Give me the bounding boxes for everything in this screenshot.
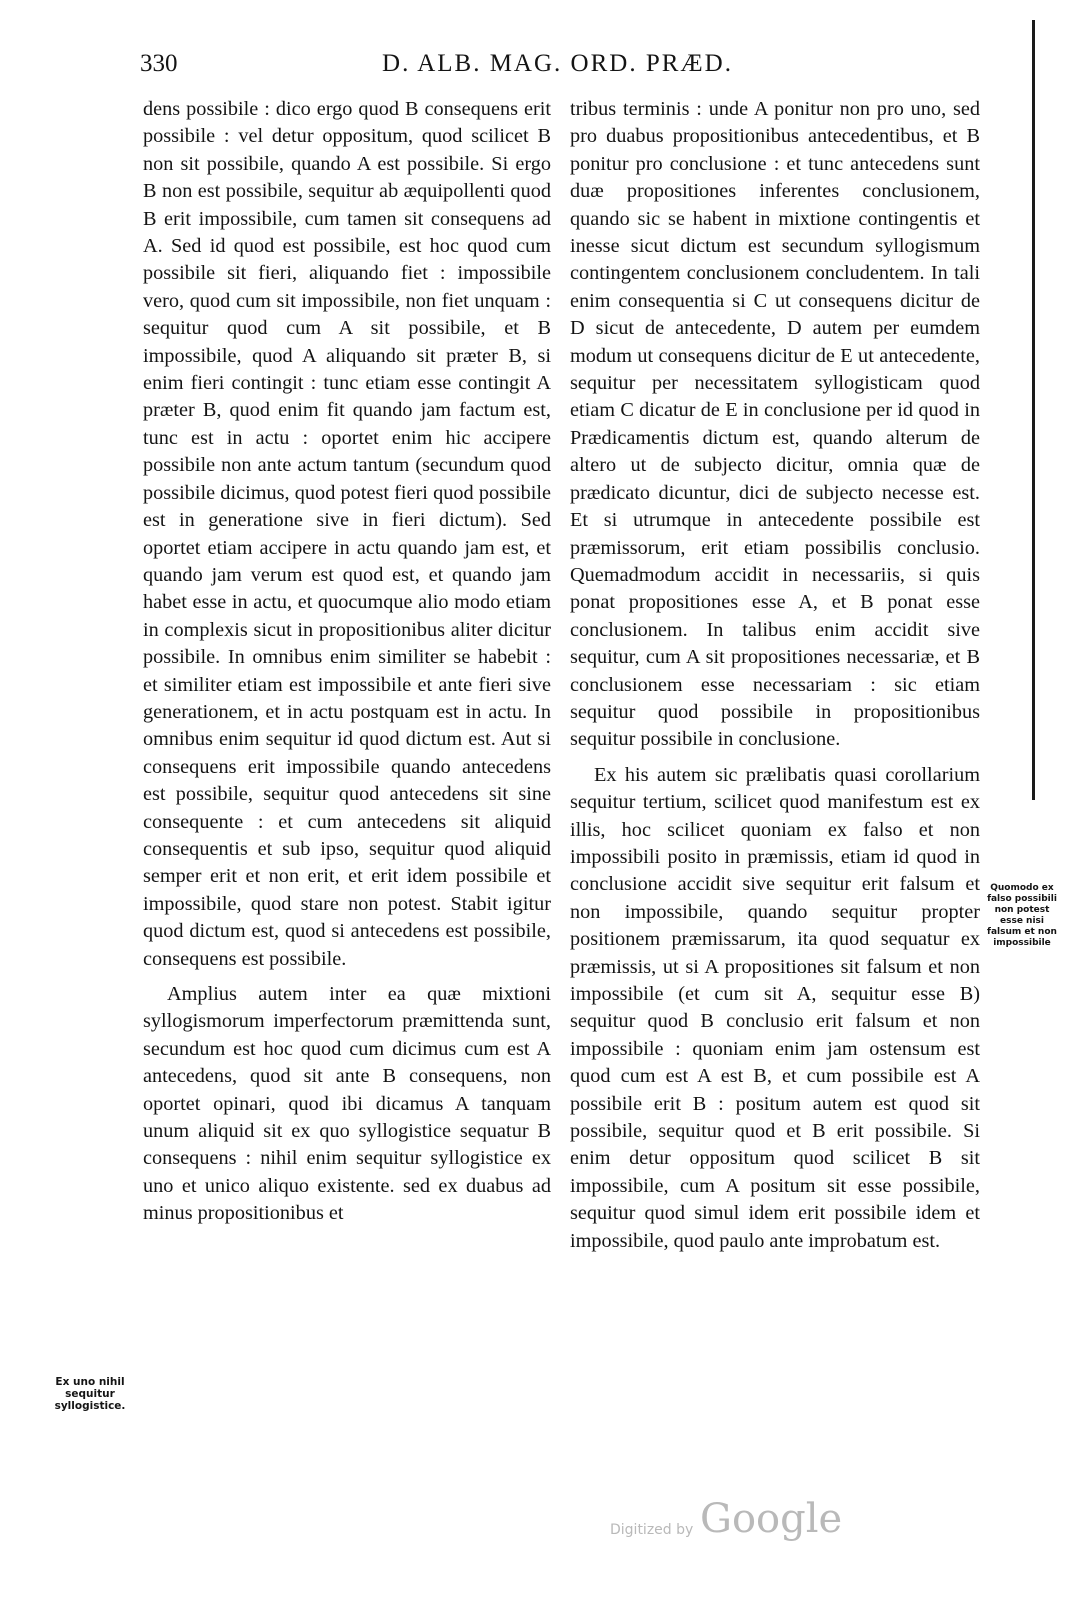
page-number: 330 — [140, 50, 178, 77]
margin-note-right: Quomodo ex falso possibili non potest esse nisi falsum et non impossibile — [987, 883, 1057, 948]
right-paragraph-2: Ex his autem sic prælibatis quasi corollarium sequitur tertium, scilicet quod manifestum est ex illis, hoc scilicet quoniam ex falso et non impossibili posito in præmissis, etiam id quod in conclusione accidit sive sequitur erit falsum et non impossibile, quando sequitur propter positionem præmissarum, ita quod sequatur ex præmissis, ut si A propositiones sit falsum et non impossibile (et cum sit A, sequitur esse B) sequitur quod B conclusio erit falsum et non impossibile : quoniam enim jam ostensum est quod cum est A est B, et cum possibile est A possibile erit B : positum autem est quod sit possibile, sequitur quod et B erit possibile. Si enim detur oppositum quod scilicet B sit impossibile, cum A positum sit esse possibile, sequitur quod simul idem erit possibile idem et impossibile, quod paulo ante improbatum est. — [570, 763, 980, 1252]
running-head: D. ALB. MAG. ORD. PRÆD. — [382, 50, 733, 77]
watermark-logo-text: Google — [700, 1496, 843, 1542]
watermark-small-text: Digitized by — [610, 1522, 694, 1538]
right-column — [570, 96, 980, 1255]
digitization-watermark — [610, 1496, 850, 1550]
page-edge-rule — [1032, 20, 1035, 800]
left-column — [143, 96, 551, 1228]
left-paragraph-2: Amplius autem inter ea quæ mixtioni syllogismorum imperfectorum præmittenda sunt, secundum est hoc quod cum dicimus cum est A antecedens, quod sit ante B consequens, non oportet opinari, quod ibi dicamus A tanquam unum aliquid sit ex quo syllogistice sequatur B consequens : nihil enim sequitur syllogistice ex uno et unico aliquo existente. sed ex duabus ad minus propositionibus et — [143, 983, 551, 1225]
left-paragraph-1: dens possibile : dico ergo quod B consequens erit possibile : vel detur oppositum, quod scilicet B non sit possibile, quando A est possibile. Si ergo B non est possibile, sequitur ab æquipollenti quod B erit impossibile, cum tamen sit consequens ad A. Sed id quod est possibile, est hoc quod cum possibile sit fieri, aliquando fiet : impossibile vero, quod cum sit impossibile, non fiet unquam : sequitur quod cum A sit possibile, et B impossibile, quod A aliquando sit præter B, si enim fieri contingit : tunc etiam esse contingit A præter B, quod enim fit quando jam factum est, tunc est in actu : oportet enim hic accipere possibile non ante actum tantum (secundum quod possibile dicimus, quod potest fieri quod possibile est in generatione sive in fieri dictum). Sed oportet etiam accipere in actu quando jam est, et quando jam verum est quod est, et quando jam habet esse in actu, et quocumque alio modo etiam in complexis sicut in propositionibus aliter dicitur possibile. In omnibus enim similiter se habebit : et similiter etiam est impossibile et ante fieri sive generationem, et in actu postquam est in actu. In omnibus enim sequitur id quod dictum est. Aut si consequens erit impossibile quando antecedens est possibile, sequitur quod antecedens sit sine consequente : et cum antecedens sit aliquid consequentis et sub ipso, sequitur quod aliquid semper erit et non erit, et erit idem possibile et impossibile, quod stare non potest. Stabit igitur quod dictum est, quod si antecedens est possibile, consequens est possibile. — [143, 98, 551, 970]
right-paragraph-1: tribus terminis : unde A ponitur non pro uno, sed pro duabus propositionibus antecedentibus, et B ponitur pro conclusione : et tunc antecedens sunt duæ propositiones inferentes conclusionem, quando sic se habent in mixtione contingentis et inesse sicut dictum est secundum syllogismum contingentem conclusionem concludentem. In tali enim consequentia si C ut consequens dicitur de D sicut de antecedente, D autem per eumdem modum ut consequens dicitur de E ut antecedente, sequitur per necessitatem syllogisticam quod etiam C dicatur de E in conclusione per id quod in Prædicamentis dictum est, quando alterum de altero ut de subjecto dicitur, omnia quæ de prædicato dicuntur, dici de subjecto necesse est. Et si utrumque in antecedente possibile est præmissorum, erit etiam possibilis conclusio. Quemadmodum accidit in necessariis, si quis ponat propositiones esse A, et B ponat esse conclusionem. In talibus enim accidit sive sequitur, cum A sit propositiones necessariæ, et B conclusionem esse necessariam : sic etiam sequitur quod possibile in propositionibus sequitur possibile in conclusione. — [570, 98, 980, 751]
page-header — [140, 50, 975, 86]
margin-note-left: Ex uno nihil sequitur syllogistice. — [54, 1376, 126, 1412]
